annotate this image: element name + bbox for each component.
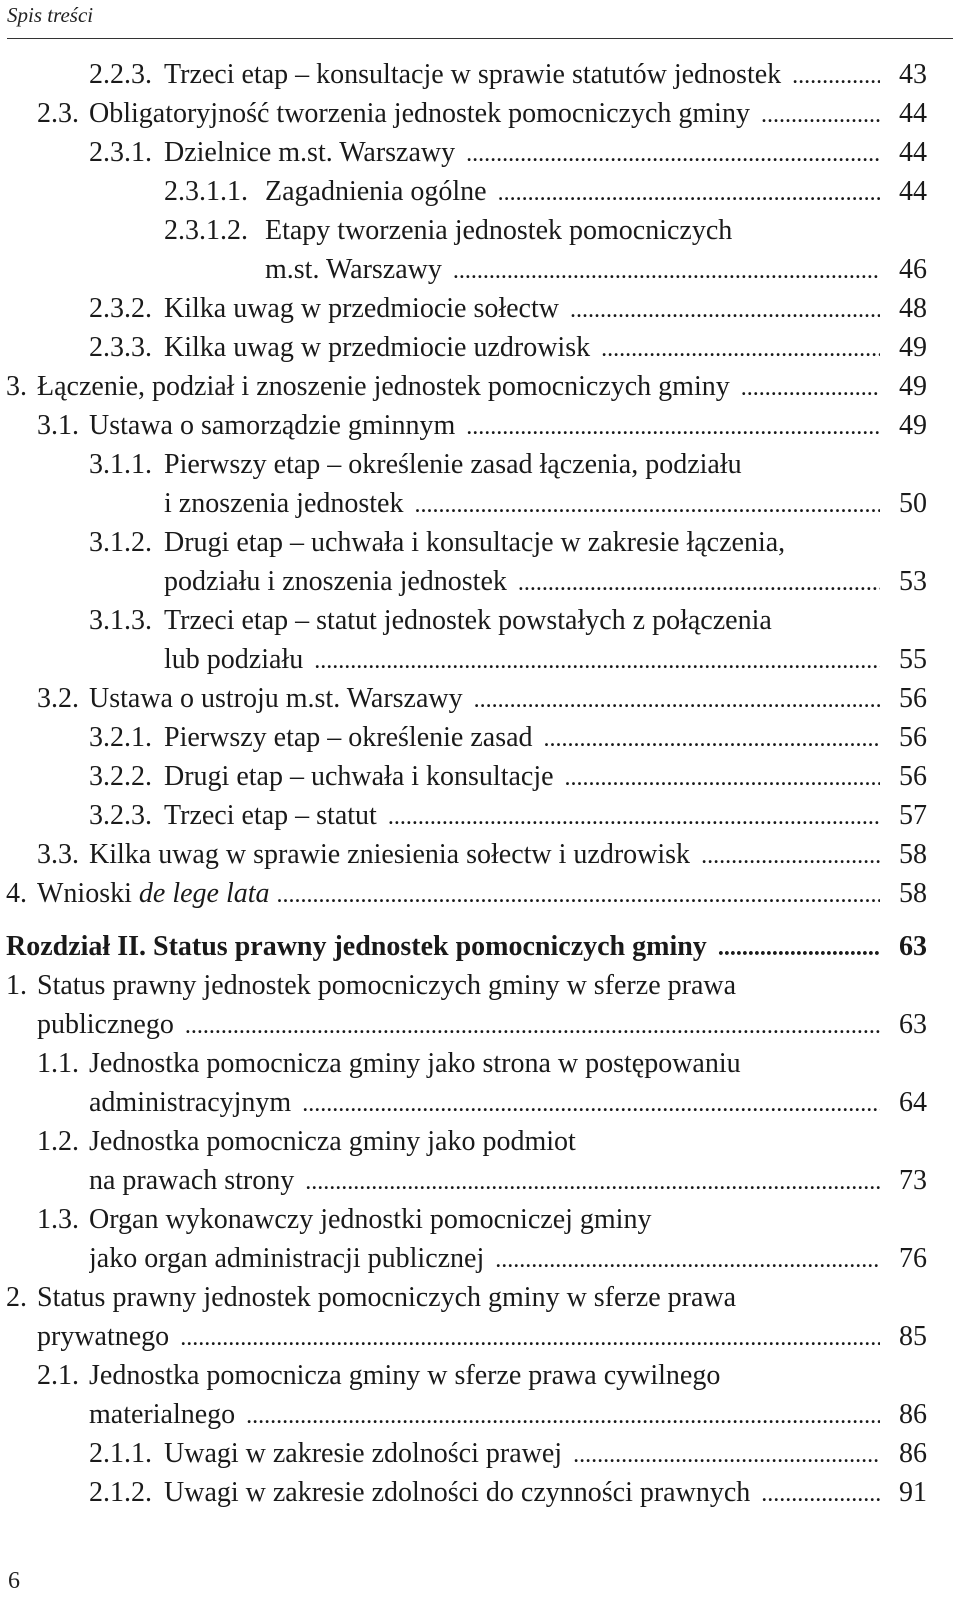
toc-entry-number: 3.2.1. — [89, 722, 152, 753]
toc-entry-title-text: podziału i znoszenia jednostek — [164, 566, 507, 597]
toc-entry-title-text: administracyjnym — [89, 1087, 292, 1118]
toc-entry-title-wrap — [265, 173, 880, 212]
toc-entry-title — [89, 1126, 580, 1157]
toc-entry-title-text: Dzielnice m.st. Warszawy — [164, 137, 456, 168]
toc-entry-title-text: Status prawny jednostek pomocniczych gminy w sferze prawa — [37, 970, 737, 1001]
toc-entry — [0, 680, 960, 718]
toc-entry — [0, 1201, 960, 1239]
toc-entry-title-wrap — [164, 56, 880, 95]
toc-entry-title-text: na prawach strony — [89, 1165, 295, 1196]
toc-entry-title-wrap — [37, 1006, 880, 1045]
header-title: Spis treści — [7, 3, 94, 27]
toc-entry-page: 44 — [899, 176, 927, 207]
toc-entry-title — [89, 1360, 724, 1391]
toc-entry-title — [164, 488, 414, 519]
toc-entry-page: 55 — [899, 644, 927, 675]
toc-entry-title-wrap — [89, 1162, 880, 1201]
toc-entry — [0, 446, 960, 484]
toc-entry-page: 73 — [899, 1165, 927, 1196]
toc-entry-title-wrap — [89, 836, 880, 875]
toc-entry-title-wrap — [89, 1201, 880, 1239]
toc-entry-number: 3.2. — [37, 683, 79, 714]
toc-entry-page: 44 — [899, 98, 927, 129]
toc-entry-title-wrap — [37, 1318, 880, 1357]
toc-entry-title-text: jako organ administracji publicznej — [89, 1243, 485, 1274]
toc-entry-title — [164, 761, 565, 792]
toc-entry-page: 86 — [899, 1438, 927, 1469]
toc-entry — [0, 1474, 960, 1512]
toc-entry — [0, 1162, 960, 1200]
toc-entry-title — [37, 371, 741, 402]
toc-entry-number: 2.3. — [37, 98, 79, 129]
toc-entry-page: 50 — [899, 488, 927, 519]
toc-entry-title — [89, 410, 466, 441]
toc-entry-title-text: lub podziału — [164, 644, 304, 675]
toc-entry-title-wrap — [89, 1396, 880, 1435]
toc-entry-title — [37, 878, 274, 909]
toc-entry-title — [164, 332, 601, 363]
toc-entry — [0, 602, 960, 640]
toc-entry — [0, 134, 960, 172]
toc-entry — [0, 641, 960, 679]
toc-entry-number: 4. — [6, 878, 27, 909]
toc-entry-title-wrap — [164, 641, 880, 680]
toc-entry-title-text: Drugi etap – uchwała i konsultacje w zakresie łączenia, — [164, 527, 786, 558]
toc-entry — [0, 251, 960, 289]
toc-entry-page: 58 — [899, 839, 927, 870]
toc-entry-number: 2.3.3. — [89, 332, 152, 363]
toc-entry — [0, 1396, 960, 1434]
toc-entry-title — [164, 449, 746, 480]
toc-entry — [0, 1123, 960, 1161]
toc-entry-title — [37, 970, 740, 1001]
toc-entry — [0, 368, 960, 406]
toc-entry-page: 64 — [899, 1087, 927, 1118]
toc-entry-title-text: Ustawa o ustroju m.st. Warszawy — [89, 683, 463, 714]
toc-entry-title — [265, 176, 498, 207]
toc-entry-title — [164, 293, 570, 324]
toc-entry-title-text: Ustawa o samorządzie gminnym — [89, 410, 456, 441]
toc-entry-page: 58 — [899, 878, 927, 909]
toc-entry-number: 2.3.1. — [89, 137, 152, 168]
toc-entry-title — [164, 722, 544, 753]
toc-entry-title-text: Kilka uwag w sprawie zniesienia sołectw i uzdrowisk — [89, 839, 691, 870]
toc-entry-title-text: prywatnego — [37, 1321, 170, 1352]
toc-entry-page: 49 — [899, 371, 927, 402]
toc-entry-number: 3.1.2. — [89, 527, 152, 558]
toc-entry-title-text: i znoszenia jednostek — [164, 488, 404, 519]
toc-entry-page: 49 — [899, 410, 927, 441]
toc-entry-title — [265, 254, 453, 285]
toc-entry-title-text: Kilka uwag w przedmiocie uzdrowisk — [164, 332, 591, 363]
toc-entry-title — [164, 800, 388, 831]
toc-entry-title-wrap — [89, 1240, 880, 1279]
toc-entry-title-wrap — [164, 797, 880, 836]
toc-entry — [0, 173, 960, 211]
toc-entry-title-text: Etapy tworzenia jednostek pomocniczych — [265, 215, 733, 246]
toc-entry-title-wrap — [164, 134, 880, 173]
toc-entry — [0, 1357, 960, 1395]
toc-entry-page: 85 — [899, 1321, 927, 1352]
toc-entry — [0, 329, 960, 367]
toc-entry-title-wrap — [164, 290, 880, 329]
toc-entry — [0, 758, 960, 796]
toc-entry-title-text: m.st. Warszawy — [265, 254, 442, 285]
toc-entry-page: 57 — [899, 800, 927, 831]
toc-entry — [0, 967, 960, 1005]
toc-entry-page: 46 — [899, 254, 927, 285]
toc-entry-title-wrap — [164, 758, 880, 797]
toc-entry-title — [164, 527, 789, 558]
toc-entry-title — [164, 566, 518, 597]
toc-entry — [0, 563, 960, 601]
toc-entry-page: 56 — [899, 683, 927, 714]
toc-entry-page: 56 — [899, 722, 927, 753]
toc-entry — [0, 407, 960, 445]
toc-entry-title-text: Rozdział II. Status prawny jednostek pomocniczych gminy — [6, 931, 707, 962]
toc-entry-number: 2.3.2. — [89, 293, 152, 324]
toc-entry-title-wrap — [89, 680, 880, 719]
toc-entry-number: 2.3.1.1. — [164, 176, 248, 207]
toc-entry — [0, 56, 960, 94]
toc-entry-title — [164, 644, 314, 675]
toc-entry-page: 43 — [899, 59, 927, 90]
toc-entry-page: 91 — [899, 1477, 927, 1508]
toc-entry — [0, 719, 960, 757]
toc-entry-title — [89, 1087, 302, 1118]
toc-entry-title-wrap — [164, 563, 880, 602]
toc-entry-page: 86 — [899, 1399, 927, 1430]
toc-entry-title-text: Jednostka pomocnicza gminy w sferze prawa cywilnego — [89, 1360, 721, 1391]
toc-entry — [0, 1318, 960, 1356]
toc-entry-number: 3.1. — [37, 410, 79, 441]
toc-entry-title-text: publicznego — [37, 1009, 174, 1040]
toc-entry-number: 2. — [6, 1282, 27, 1313]
toc-entry-title-wrap — [164, 602, 880, 640]
toc-entry-title-wrap — [37, 1279, 880, 1317]
toc-entry-title — [37, 1321, 180, 1352]
toc-entry-page: 49 — [899, 332, 927, 363]
toc-entry-title-wrap — [89, 1045, 880, 1083]
toc-entry-title-wrap — [164, 1474, 880, 1513]
toc-entry-title — [89, 683, 474, 714]
toc-entry-title-text: Trzeci etap – statut — [164, 800, 377, 831]
toc-entry-number: 1.1. — [37, 1048, 79, 1079]
toc-entry-number: 2.1.2. — [89, 1477, 152, 1508]
toc-entry — [0, 797, 960, 835]
toc-entry-title — [89, 839, 701, 870]
toc-entry-number: 3.2.2. — [89, 761, 152, 792]
toc-entry-title-wrap — [89, 1123, 880, 1161]
toc-entry-page: 63 — [899, 931, 927, 962]
toc-entry-title-text: Uwagi w zakresie zdolności do czynności prawnych — [164, 1477, 751, 1508]
toc-entry-title-wrap — [89, 1357, 880, 1395]
toc-entry-number: 3.1.3. — [89, 605, 152, 636]
toc-entry-title-wrap — [89, 1084, 880, 1123]
toc-entry-title-wrap — [265, 251, 880, 290]
toc-entry-title — [89, 1204, 655, 1235]
toc-entry-title-text: Jednostka pomocnicza gminy jako strona w postępowaniu — [89, 1048, 741, 1079]
toc-entry-title — [89, 98, 761, 129]
toc-entry-title-text: Łączenie, podział i znoszenie jednostek pomocniczych gminy — [37, 371, 730, 402]
toc-entry-title-text: Status prawny jednostek pomocniczych gminy w sferze prawa — [37, 1282, 737, 1313]
toc-entry — [0, 836, 960, 874]
toc-entry-page: 44 — [899, 137, 927, 168]
toc-entry — [0, 1435, 960, 1473]
toc-entry-title-text: Trzeci etap – konsultacje w sprawie statutów jednostek — [164, 59, 782, 90]
toc-entry-page: 63 — [899, 1009, 927, 1040]
toc-entry-number: 2.3.1.2. — [164, 215, 248, 246]
toc-entry-title-wrap — [265, 212, 880, 250]
toc-entry-number: 1. — [6, 970, 27, 1001]
toc-entry-title-text: Pierwszy etap – określenie zasad — [164, 722, 533, 753]
toc-entry-title-wrap — [164, 446, 880, 484]
toc-entry-title-text: Drugi etap – uchwała i konsultacje — [164, 761, 554, 792]
toc-entry — [0, 212, 960, 250]
toc-entry — [0, 1279, 960, 1317]
toc-entry — [0, 1084, 960, 1122]
toc-entry-title — [164, 605, 776, 636]
toc-entry-title-text: Zagadnienia ogólne — [265, 176, 487, 207]
toc-entry-title-wrap — [89, 95, 880, 134]
toc-entry-title-text: Organ wykonawczy jednostki pomocniczej gminy — [89, 1204, 652, 1235]
toc-entry-number: 2.1.1. — [89, 1438, 152, 1469]
toc-entry-title-wrap — [164, 719, 880, 758]
toc-entry — [0, 95, 960, 133]
toc-entry-title — [37, 1282, 740, 1313]
toc-entry-title-wrap — [89, 407, 880, 446]
toc-entry-title-text: Wnioski — [37, 878, 132, 909]
toc-entry-title-wrap — [37, 967, 880, 1005]
toc-entry — [0, 290, 960, 328]
toc-entry-title — [89, 1165, 305, 1196]
toc-entry-page: 76 — [899, 1243, 927, 1274]
toc-entry-title-text: Kilka uwag w przedmiocie sołectw — [164, 293, 559, 324]
toc-entry-title-italic: de lege lata — [138, 878, 270, 909]
toc-entry-title-text: Obligatoryjność tworzenia jednostek pomocniczych gminy — [89, 98, 750, 129]
toc-entry-title — [89, 1399, 246, 1430]
toc-entry-title-text: materialnego — [89, 1399, 236, 1430]
toc-entry-title — [164, 137, 466, 168]
toc-entry-title-wrap — [164, 524, 880, 562]
toc-entry-title-wrap — [164, 329, 880, 368]
toc-entry-title — [6, 931, 718, 962]
toc-entry — [0, 1006, 960, 1044]
toc-entry — [0, 928, 960, 966]
toc-entry — [0, 1045, 960, 1083]
toc-entry-number: 2.1. — [37, 1360, 79, 1391]
toc-entry-title-text: Jednostka pomocnicza gminy jako podmiot — [89, 1126, 576, 1157]
toc-entry-title-wrap — [164, 485, 880, 524]
toc-entry-title — [89, 1048, 745, 1079]
toc-entry-page: 53 — [899, 566, 927, 597]
toc-entry — [0, 1240, 960, 1278]
toc-entry-page: 48 — [899, 293, 927, 324]
toc-entry-title — [89, 1243, 495, 1274]
toc-entry-number: 3.1.1. — [89, 449, 152, 480]
toc-entry-number: 1.3. — [37, 1204, 79, 1235]
toc-entry-title — [164, 1477, 761, 1508]
toc-entry-title-wrap — [37, 368, 880, 407]
toc-entry-number: 2.2.3. — [89, 59, 152, 90]
toc-entry — [0, 485, 960, 523]
toc-entry-title-text: Uwagi w zakresie zdolności prawej — [164, 1438, 563, 1469]
toc-entry-number: 3.2.3. — [89, 800, 152, 831]
toc-entry — [0, 524, 960, 562]
toc-entry-number: 1.2. — [37, 1126, 79, 1157]
toc-entry-title-text: Trzeci etap – statut jednostek powstałych z połączenia — [164, 605, 772, 636]
toc-entry — [0, 875, 960, 913]
toc-entry-title-wrap — [37, 875, 880, 914]
toc-entry-title — [265, 215, 736, 246]
toc-entry-number: 3.3. — [37, 839, 79, 870]
toc-entry-title — [37, 1009, 185, 1040]
toc-entry-title — [164, 1438, 573, 1469]
toc-entry-number: 3. — [6, 371, 27, 402]
toc-entry-title — [164, 59, 792, 90]
toc-entry-title-wrap — [6, 928, 880, 967]
toc-entry-title-text: Pierwszy etap – określenie zasad łączenia, podziału — [164, 449, 742, 480]
toc-entry-title-wrap — [164, 1435, 880, 1474]
page-number: 6 — [8, 1568, 20, 1594]
toc-entry-page: 56 — [899, 761, 927, 792]
